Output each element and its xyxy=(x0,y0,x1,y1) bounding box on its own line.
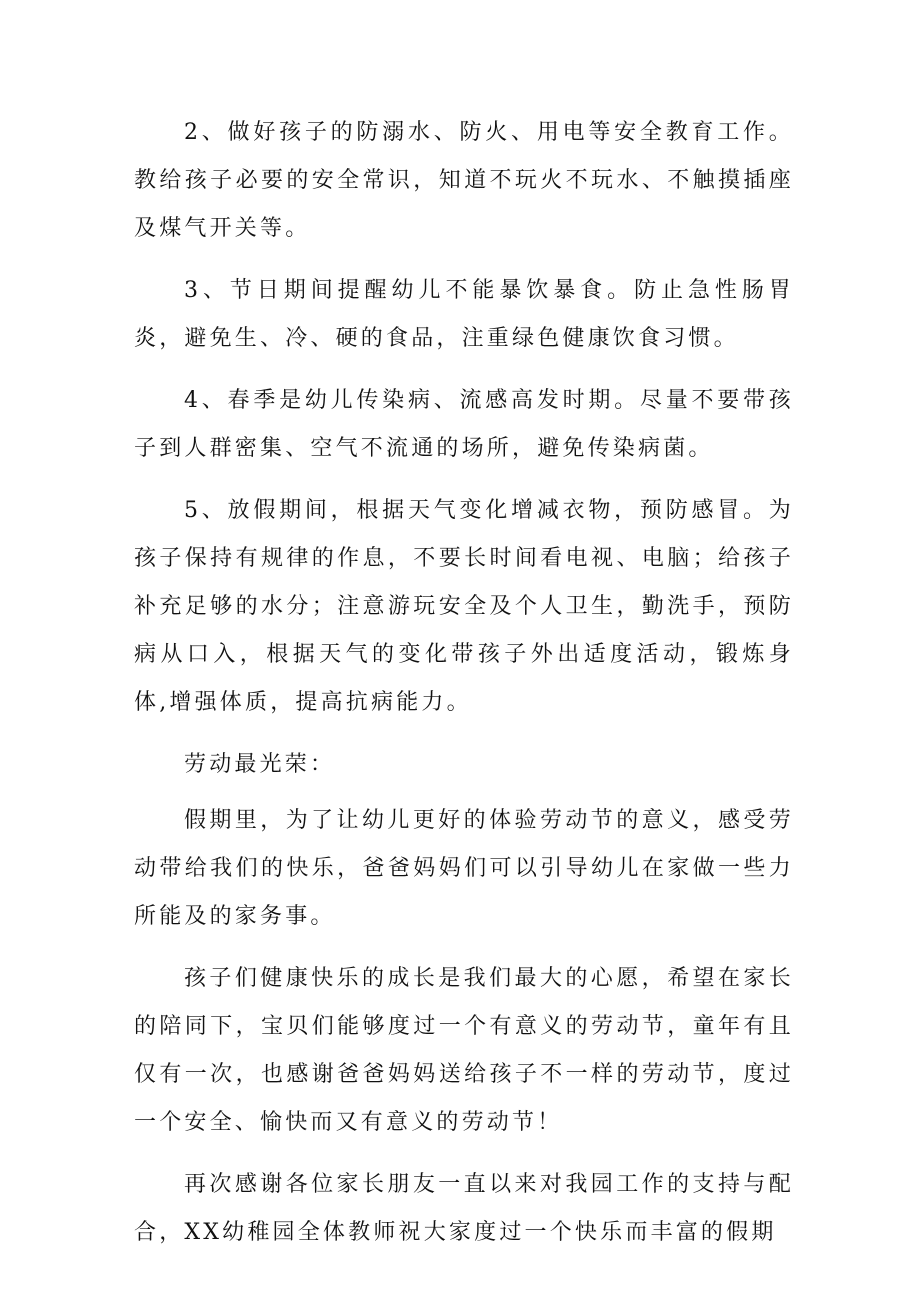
paragraph-health: 5、放假期间，根据天气变化增减衣物，预防感冒。为孩子保持有规律的作息，不要长时间看电视、电脑；给孩子补充足够的水分；注意游玩安全及个人卫生，勤洗手，预防病从口入，根据天气的变化带孩子外出适度活动，锻炼身体,增强体质，提高抗病能力。 xyxy=(134,498,794,715)
paragraph-infection: 4、春季是幼儿传染病、流感高发时期。尽量不要带孩子到人群密集、空气不流通的场所，避免传染病菌。 xyxy=(134,388,794,461)
section-heading-labor: 劳动最光荣： xyxy=(184,752,336,777)
paragraph-safety-education: 2、做好孩子的防溺水、防火、用电等安全教育工作。教给孩子必要的安全常识，知道不玩火不玩水、不触摸插座及煤气开关等。 xyxy=(134,120,794,241)
paragraph-wishes: 孩子们健康快乐的成长是我们最大的心愿，希望在家长的陪同下，宝贝们能够度过一个有意义的劳动节，童年有且仅有一次，也感谢爸爸妈妈送给孩子不一样的劳动节，度过一个安全、愉快而又有意义的劳动节！ xyxy=(134,966,794,1135)
paragraph-diet: 3、节日期间提醒幼儿不能暴饮暴食。防止急性肠胃炎，避免生、冷、硬的食品，注重绿色健康饮食习惯。 xyxy=(134,278,794,351)
paragraph-housework: 假期里，为了让幼儿更好的体验劳动节的意义，感受劳动带给我们的快乐，爸爸妈妈们可以引导幼儿在家做一些力所能及的家务事。 xyxy=(134,808,794,929)
document-page xyxy=(134,109,794,1271)
paragraph-closing: 再次感谢各位家长朋友一直以来对我园工作的支持与配合，XX幼稚园全体教师祝大家度过一个快乐而丰富的假期 xyxy=(134,1172,794,1245)
